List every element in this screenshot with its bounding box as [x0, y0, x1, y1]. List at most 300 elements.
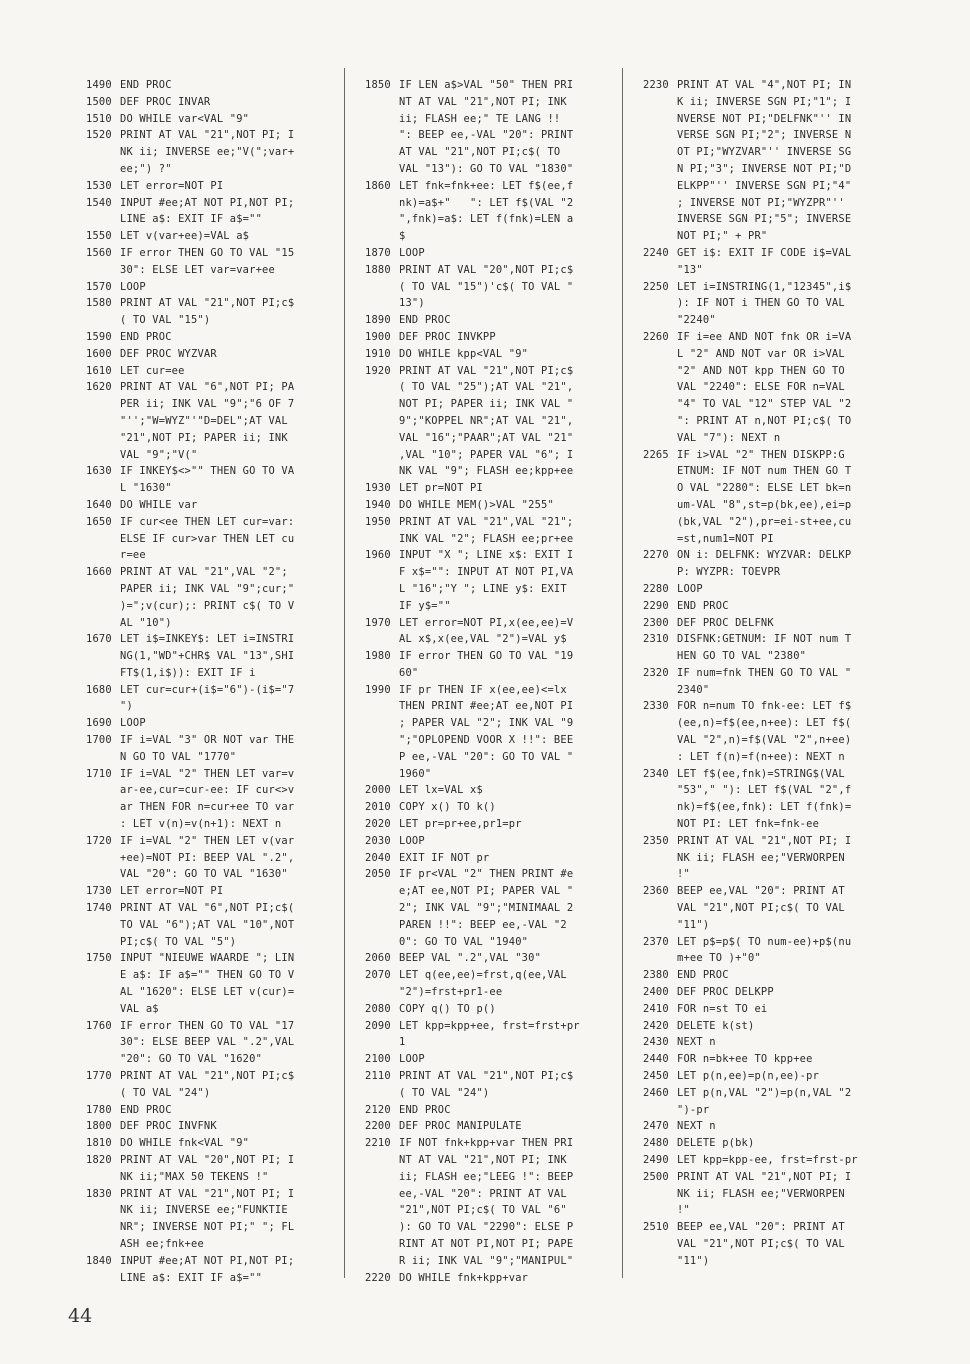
code-line: [365, 329, 601, 346]
code-line: [86, 295, 322, 312]
line-number: 2270: [643, 549, 669, 562]
code-text: LOOP: [120, 717, 146, 730]
code-line: [86, 211, 322, 228]
line-number: [643, 1202, 677, 1219]
code-text: N PI;"3"; INVERSE NOT PI;"D: [677, 162, 852, 175]
line-number: 2060: [365, 952, 391, 965]
code-line: [86, 766, 322, 783]
line-number: [86, 1236, 120, 1253]
line-number: 1970: [365, 616, 391, 629]
code-text: LET cur=cur+(i$="6")-(i$="7: [120, 683, 295, 696]
code-text: : LET f(n)=f(n+ee): NEXT n: [677, 750, 845, 763]
code-text: AL "10"): [120, 616, 172, 629]
code-text: ii; FLASH ee;" TE LANG !!: [399, 112, 561, 125]
code-line: [643, 1135, 879, 1152]
code-line: [365, 379, 601, 396]
code-text: : LET v(n)=v(n+1): NEXT n: [120, 818, 282, 831]
line-number: [365, 564, 399, 581]
code-line: [365, 262, 601, 279]
code-line: [86, 1236, 322, 1253]
line-number: 2350: [643, 834, 669, 847]
code-text: IF error THEN GO TO VAL "17: [120, 1019, 295, 1032]
line-number: [643, 295, 677, 312]
code-text: IF LEN a$>VAL "50" THEN PRI: [399, 79, 574, 91]
line-number: 1490: [86, 79, 112, 91]
code-line: [365, 531, 601, 548]
line-number: 1510: [86, 112, 112, 125]
code-text: LOOP: [399, 834, 425, 847]
line-number: [86, 1034, 120, 1051]
code-line: [86, 799, 322, 816]
code-line: [86, 1034, 322, 1051]
line-number: [365, 127, 399, 144]
code-text: 1: [399, 1036, 406, 1049]
code-text: COPY x() TO k(): [399, 801, 496, 814]
code-line: [643, 766, 879, 783]
line-number: [365, 581, 399, 598]
line-number: [643, 363, 677, 380]
code-line: [365, 1186, 601, 1203]
code-line: [365, 648, 601, 665]
code-line: [365, 564, 601, 581]
code-text: N GO TO VAL "1770": [120, 750, 237, 763]
code-text: 13"): [399, 297, 425, 310]
code-line: [643, 950, 879, 967]
code-line: [365, 127, 601, 144]
code-text: NK ii; FLASH ee;"VERWORPEN: [677, 851, 845, 864]
code-line: [86, 900, 322, 917]
code-line: [86, 782, 322, 799]
code-column-3: [643, 77, 879, 1270]
code-line: [86, 950, 322, 967]
code-text: PRINT AT VAL "21",NOT PI; I: [677, 1170, 852, 1183]
line-number: [86, 1085, 120, 1102]
code-line: [86, 598, 322, 615]
code-line: [643, 866, 879, 883]
code-line: [86, 346, 322, 363]
line-number: 2200: [365, 1120, 391, 1133]
line-number: [86, 850, 120, 867]
code-line: [86, 1102, 322, 1119]
code-line: [86, 144, 322, 161]
code-text: E a$: IF a$="" THEN GO TO V: [120, 969, 295, 982]
code-line: [365, 598, 601, 615]
line-number: 2100: [365, 1053, 391, 1066]
code-line: [86, 547, 322, 564]
code-text: L "1630": [120, 482, 172, 495]
code-text: DEF PROC DELFNK: [677, 616, 774, 629]
line-number: 2340: [643, 767, 669, 780]
code-text: "53"," "): LET f$(VAL "2",f: [677, 784, 852, 797]
code-text: END PROC: [677, 599, 729, 612]
code-text: LOOP: [399, 1053, 425, 1066]
line-number: [643, 950, 677, 967]
code-text: PRINT AT VAL "6",NOT PI; PA: [120, 381, 295, 394]
code-text: ; INVERSE NOT PI;"WYZPR"'': [677, 196, 845, 209]
code-line: [86, 715, 322, 732]
code-text: VAL "21",NOT PI;c$( TO VAL: [677, 1237, 845, 1250]
line-number: [86, 665, 120, 682]
code-line: [365, 1102, 601, 1119]
code-line: [86, 497, 322, 514]
code-text: IF i=VAL "2" THEN LET var=v: [120, 767, 295, 780]
code-line: [86, 413, 322, 430]
code-text: 0": GO TO VAL "1940": [399, 935, 529, 948]
line-number: 1580: [86, 297, 112, 310]
code-line: [643, 295, 879, 312]
code-line: [643, 833, 879, 850]
code-text: ": BEEP ee,-VAL "20": PRINT: [399, 129, 574, 142]
code-line: [365, 1001, 601, 1018]
line-number: 1990: [365, 683, 391, 696]
code-line: [643, 480, 879, 497]
code-text: 2"; INK VAL "9";"MINIMAAL 2: [399, 902, 574, 915]
code-text: "21",NOT PI;c$( TO VAL "6": [399, 1204, 567, 1217]
code-line: [86, 161, 322, 178]
code-line: [86, 866, 322, 883]
code-text: PRINT AT VAL "21",NOT PI; I: [677, 834, 852, 847]
line-number: 2110: [365, 1070, 391, 1083]
code-text: 2340": [677, 683, 710, 696]
code-text: VAL "21",NOT PI;c$( TO VAL: [677, 902, 845, 915]
code-line: [86, 1085, 322, 1102]
code-text: IF pr<VAL "2" THEN PRINT #e: [399, 868, 574, 881]
line-number: 1870: [365, 246, 391, 259]
code-line: [365, 211, 601, 228]
code-line: [365, 396, 601, 413]
code-text: "2" AND NOT kpp THEN GO TO: [677, 364, 845, 377]
code-line: [365, 312, 601, 329]
code-line: [365, 547, 601, 564]
code-line: [365, 1118, 601, 1135]
line-number: [643, 379, 677, 396]
line-number: [86, 447, 120, 464]
code-line: [643, 665, 879, 682]
code-line: [86, 463, 322, 480]
code-text: PRINT AT VAL "6",NOT PI;c$(: [120, 902, 295, 915]
line-number: 1920: [365, 364, 391, 377]
code-text: AT VAL "21",NOT PI;c$( TO: [399, 146, 561, 159]
code-text: LET error=NOT PI: [120, 885, 224, 898]
line-number: [86, 984, 120, 1001]
code-line: [643, 984, 879, 1001]
line-number: 2020: [365, 818, 391, 831]
code-line: [365, 782, 601, 799]
line-number: 1810: [86, 1137, 112, 1150]
code-text: DELETE k(st): [677, 1019, 755, 1032]
line-number: [86, 598, 120, 615]
code-text: L "16";"Y "; LINE y$: EXIT: [399, 582, 567, 595]
line-number: [643, 430, 677, 447]
line-number: [643, 211, 677, 228]
code-text: ): GO TO VAL "2290": ELSE P: [399, 1221, 574, 1234]
code-text: LET fnk=fnk+ee: LET f$(ee,f: [399, 179, 574, 192]
code-text: PRINT AT VAL "21",NOT PI;c$: [120, 1070, 295, 1083]
line-number: 2510: [643, 1221, 669, 1234]
code-line: [365, 631, 601, 648]
code-line: [365, 900, 601, 917]
code-text: NK ii; FLASH ee;"VERWORPEN: [677, 1187, 845, 1200]
code-text: IF i=VAL "3" OR NOT var THE: [120, 734, 295, 747]
code-text: PRINT AT VAL "21",NOT PI; I: [120, 129, 295, 142]
line-number: [86, 211, 120, 228]
line-number: 1890: [365, 314, 391, 327]
line-number: [643, 346, 677, 363]
code-text: VAL "9";"V(": [120, 448, 198, 461]
code-line: [86, 312, 322, 329]
line-number: 1700: [86, 734, 112, 747]
line-number: [86, 581, 120, 598]
line-number: [86, 782, 120, 799]
line-number: 1550: [86, 230, 112, 243]
code-line: [86, 917, 322, 934]
code-line: [365, 1051, 601, 1068]
code-line: [86, 816, 322, 833]
code-text: TO VAL "6");AT VAL "10",NOT: [120, 918, 295, 931]
code-text: EXIT IF NOT pr: [399, 851, 490, 864]
code-text: IF i=VAL "2" THEN LET v(var: [120, 834, 295, 847]
code-text: 60": [399, 666, 419, 679]
code-text: LET kpp=kpp+ee, frst=frst+pr: [399, 1019, 580, 1032]
line-number: [643, 732, 677, 749]
code-line: [86, 396, 322, 413]
code-line: [86, 1186, 322, 1203]
line-number: [365, 1219, 399, 1236]
line-number: [365, 749, 399, 766]
line-number: [643, 262, 677, 279]
line-number: 2250: [643, 280, 669, 293]
code-text: LET p$=p$( TO num-ee)+p$(nu: [677, 935, 852, 948]
code-text: PRINT AT VAL "21",VAL "2";: [120, 566, 288, 579]
code-line: [86, 1135, 322, 1152]
line-number: 1820: [86, 1154, 112, 1166]
code-text: m+ee TO )+"0": [677, 952, 761, 965]
line-number: 2370: [643, 935, 669, 948]
line-number: [365, 413, 399, 430]
code-line: [365, 682, 601, 699]
column-divider: [622, 68, 623, 1278]
code-text: DO WHILE var<VAL "9": [120, 112, 250, 125]
line-number: 1590: [86, 330, 112, 343]
code-text: DO WHILE MEM()>VAL "255": [399, 498, 554, 511]
line-number: 2210: [365, 1137, 391, 1150]
code-line: [365, 161, 601, 178]
line-number: 1950: [365, 515, 391, 528]
code-text: NK VAL "9"; FLASH ee;kpp+ee: [399, 465, 574, 478]
line-number: 2490: [643, 1154, 669, 1166]
code-line: [365, 178, 601, 195]
code-line: [365, 581, 601, 598]
code-line: [365, 245, 601, 262]
line-number: [365, 631, 399, 648]
code-line: [86, 329, 322, 346]
line-number: [365, 917, 399, 934]
line-number: 2280: [643, 582, 669, 595]
code-text: RINT AT NOT PI,NOT PI; PAPE: [399, 1237, 574, 1250]
code-text: 9";"KOPPEL NR";AT VAL "21",: [399, 414, 574, 427]
code-line: [643, 732, 879, 749]
code-text: "13": [677, 263, 703, 276]
code-text: $: [399, 230, 406, 243]
code-line: [365, 1219, 601, 1236]
code-line: [365, 463, 601, 480]
line-number: [365, 94, 399, 111]
code-text: PRINT AT VAL "20",NOT PI;c$: [399, 263, 574, 276]
line-number: 2460: [643, 1086, 669, 1099]
line-number: [365, 766, 399, 783]
line-number: 2030: [365, 834, 391, 847]
line-number: 2420: [643, 1019, 669, 1032]
code-line: [86, 430, 322, 447]
code-text: LET lx=VAL x$: [399, 784, 483, 797]
code-line: [643, 396, 879, 413]
code-line: [86, 833, 322, 850]
line-number: 2400: [643, 986, 669, 999]
code-line: [643, 144, 879, 161]
line-number: 1900: [365, 330, 391, 343]
line-number: [86, 967, 120, 984]
code-line: [643, 228, 879, 245]
code-text: e;AT ee,NOT PI; PAPER VAL ": [399, 885, 574, 898]
line-number: [643, 816, 677, 833]
line-number: [643, 161, 677, 178]
code-line: [86, 967, 322, 984]
code-line: [643, 598, 879, 615]
line-number: [86, 547, 120, 564]
code-text: 1960": [399, 767, 432, 780]
code-text: ii; FLASH ee;"LEEG !": BEEP: [399, 1170, 574, 1183]
line-number: 2040: [365, 851, 391, 864]
line-number: [643, 648, 677, 665]
code-line: [86, 564, 322, 581]
code-text: DO WHILE kpp<VAL "9": [399, 347, 529, 360]
line-number: [643, 749, 677, 766]
code-line: [365, 228, 601, 245]
line-number: [365, 463, 399, 480]
code-line: [643, 1068, 879, 1085]
line-number: [86, 1270, 120, 1287]
line-number: 2260: [643, 330, 669, 343]
code-text: IF y$="": [399, 599, 451, 612]
line-number: [365, 379, 399, 396]
code-line: [365, 698, 601, 715]
code-text: IF NOT fnk+kpp+var THEN PRI: [399, 1137, 574, 1150]
code-text: "4" TO VAL "12" STEP VAL "2: [677, 398, 852, 411]
code-text: DEF PROC INVKPP: [399, 330, 496, 343]
code-line: [365, 1152, 601, 1169]
code-text: LOOP: [677, 582, 703, 595]
code-text: END PROC: [120, 79, 172, 91]
line-number: 1850: [365, 79, 391, 91]
code-line: [86, 1118, 322, 1135]
code-text: INPUT #ee;AT NOT PI,NOT PI;: [120, 1254, 295, 1267]
code-text: (bk,VAL "2"),pr=ei-st+ee,cu: [677, 515, 852, 528]
line-number: [365, 984, 399, 1001]
code-text: NR"; INVERSE NOT PI;" "; FL: [120, 1221, 295, 1234]
code-text: VAL "2",n)=f$(VAL "2",n+ee): [677, 734, 852, 747]
line-number: [365, 1202, 399, 1219]
line-number: 1800: [86, 1120, 112, 1133]
code-line: [643, 178, 879, 195]
code-text: NK ii; INVERSE ee;"V(";var+: [120, 146, 295, 159]
code-line: [643, 463, 879, 480]
code-text: INPUT "NIEUWE WAARDE "; LIN: [120, 952, 295, 965]
code-line: [365, 1270, 601, 1287]
line-number: [365, 900, 399, 917]
code-text: NK ii;"MAX 50 TEKENS !": [120, 1170, 269, 1183]
line-number: [643, 1186, 677, 1203]
code-line: [86, 379, 322, 396]
line-number: [365, 430, 399, 447]
code-line: [86, 111, 322, 128]
code-text: LET f$(ee,fnk)=STRING$(VAL: [677, 767, 845, 780]
line-number: [365, 228, 399, 245]
code-text: F x$="": INPUT AT NOT PI,VA: [399, 566, 574, 579]
line-number: [643, 94, 677, 111]
code-line: [365, 950, 601, 967]
code-line: [86, 984, 322, 1001]
code-text: nk)=f$(ee,fnk): LET f(fnk)=: [677, 801, 852, 814]
code-line: [643, 1152, 879, 1169]
line-number: [643, 514, 677, 531]
code-line: [643, 111, 879, 128]
line-number: 1980: [365, 650, 391, 663]
code-line: [643, 497, 879, 514]
code-text: r=ee: [120, 549, 146, 562]
code-line: [643, 127, 879, 144]
code-text: IF error THEN GO TO VAL "19: [399, 650, 574, 663]
line-number: [643, 531, 677, 548]
line-number: 2080: [365, 1002, 391, 1015]
line-number: [365, 1085, 399, 1102]
code-line: [643, 715, 879, 732]
code-text: "21",NOT PI; PAPER ii; INK: [120, 431, 288, 444]
code-text: ETNUM: IF NOT num THEN GO T: [677, 465, 852, 478]
code-line: [86, 665, 322, 682]
line-number: 1720: [86, 834, 112, 847]
code-text: DEF PROC MANIPULATE: [399, 1120, 522, 1133]
line-number: 1740: [86, 902, 112, 915]
line-number: 1940: [365, 498, 391, 511]
line-number: 2070: [365, 969, 391, 982]
line-number: 2090: [365, 1019, 391, 1032]
code-line: [365, 665, 601, 682]
line-number: 2000: [365, 784, 391, 797]
line-number: [643, 715, 677, 732]
code-line: [643, 1186, 879, 1203]
line-number: 2450: [643, 1070, 669, 1083]
code-text: ,VAL "10"; PAPER VAL "6"; I: [399, 448, 574, 461]
code-text: "2240": [677, 314, 716, 327]
code-line: [643, 698, 879, 715]
code-line: [643, 648, 879, 665]
code-text: =st,num1=NOT PI: [677, 532, 774, 545]
code-line: [86, 531, 322, 548]
code-line: [86, 732, 322, 749]
code-text: DEF PROC INVAR: [120, 95, 211, 108]
line-number: 2230: [643, 79, 669, 91]
code-line: [365, 514, 601, 531]
code-text: DELETE p(bk): [677, 1137, 755, 1150]
code-line: [365, 1018, 601, 1035]
code-line: [643, 850, 879, 867]
code-line: [86, 94, 322, 111]
line-number: [643, 900, 677, 917]
line-number: [365, 144, 399, 161]
code-text: FOR n=num TO fnk-ee: LET f$: [677, 700, 852, 713]
line-number: [365, 1186, 399, 1203]
line-number: [365, 698, 399, 715]
